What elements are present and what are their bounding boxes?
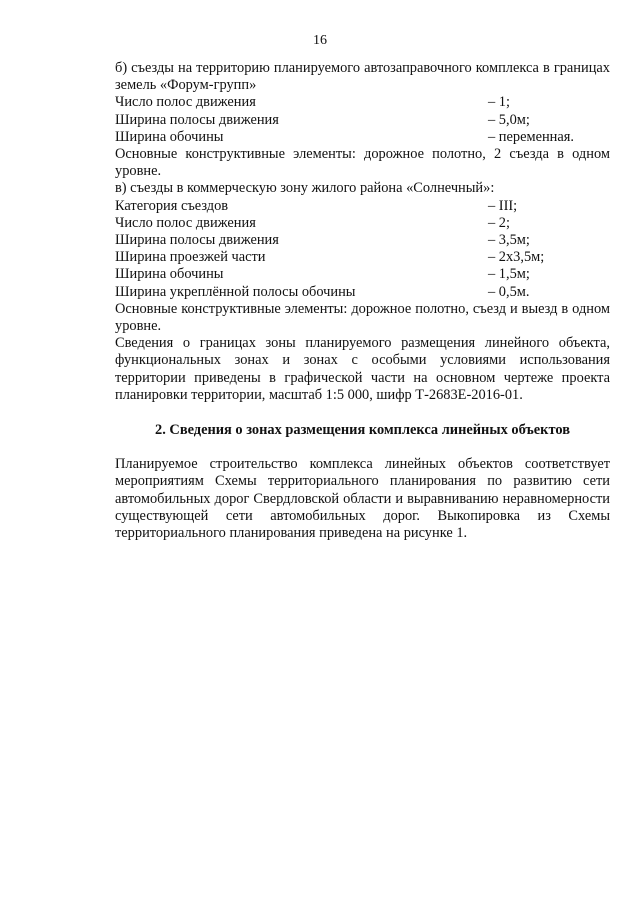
block-v-row <box>115 249 610 266</box>
row-label: Категория съездов <box>115 197 229 214</box>
block-v-rows <box>115 198 610 301</box>
block-b-elements <box>115 146 610 180</box>
block-v-elements <box>115 301 610 335</box>
row-value: – 5,0м; <box>488 111 530 128</box>
block-b-intro-text: б) съезды на территорию планируемого автозаправочного комплекса в границах земель «Форум-групп» <box>115 60 610 94</box>
section-2-paragraph <box>115 456 610 542</box>
block-v-intro <box>115 180 610 197</box>
block-b-row <box>115 94 610 111</box>
block-v-row <box>115 284 610 301</box>
row-value: – 3,5м; <box>488 231 530 248</box>
block-b-intro <box>115 60 610 94</box>
row-label: Ширина проезжей части <box>115 249 266 266</box>
page-number: 16 <box>313 33 327 48</box>
row-label: Число полос движения <box>115 94 256 111</box>
row-value: – III; <box>488 197 518 214</box>
block-v-elements-text: Основные конструктивные элементы: дорожное полотно, съезд и выезд в одном уровне. <box>115 300 610 334</box>
block-v-row <box>115 215 610 232</box>
row-label: Ширина полосы движения <box>115 231 279 248</box>
row-value: – 0,5м. <box>488 283 530 300</box>
block-b-row <box>115 112 610 129</box>
row-value: – 2; <box>488 214 510 231</box>
row-value: – 1; <box>488 94 510 111</box>
row-label: Ширина укреплённой полосы обочины <box>115 283 356 300</box>
block-v-row <box>115 198 610 215</box>
block-b-row <box>115 129 610 146</box>
row-value: – 2х3,5м; <box>488 249 545 266</box>
block-b-elements-text: Основные конструктивные элементы: дорожное полотно, 2 съезда в одном уровне. <box>115 145 610 180</box>
row-label: Ширина обочины <box>115 128 224 145</box>
block-b-rows <box>115 94 610 146</box>
block-v-row <box>115 266 610 283</box>
row-value: – 1,5м; <box>488 266 530 283</box>
row-value: – переменная. <box>488 128 574 145</box>
row-label: Ширина обочины <box>115 266 224 283</box>
row-label: Число полос движения <box>115 214 256 231</box>
section-2-paragraph-text: Планируемое строительство комплекса линейных объектов соответствует мероприятиям Схемы территориального планирования по развитию сети автомобильных дорог Свердловской области и выравниванию неравномерности существующей сети автомобильных дорог. Выкопировка из Схемы территориального планирования приведена на рисунке 1. <box>115 456 610 541</box>
info-paragraph-text: Сведения о границах зоны планируемого размещения линейного объекта, функциональных зонах и зонах с особыми условиями использования территории приведены в графической части на основном чертеже проекта планировки территории, масштаб 1:5 000, шифр Т-2683Е-2016-01. <box>115 335 610 403</box>
block-v-intro-text: в) съезды в коммерческую зону жилого района «Солнечный»: <box>115 180 495 197</box>
info-paragraph <box>115 335 610 404</box>
block-v-row <box>115 232 610 249</box>
section-2-title: 2. Сведения о зонах размещения комплекса линейных объектов <box>155 421 570 438</box>
row-label: Ширина полосы движения <box>115 111 279 128</box>
page-content <box>115 60 610 542</box>
